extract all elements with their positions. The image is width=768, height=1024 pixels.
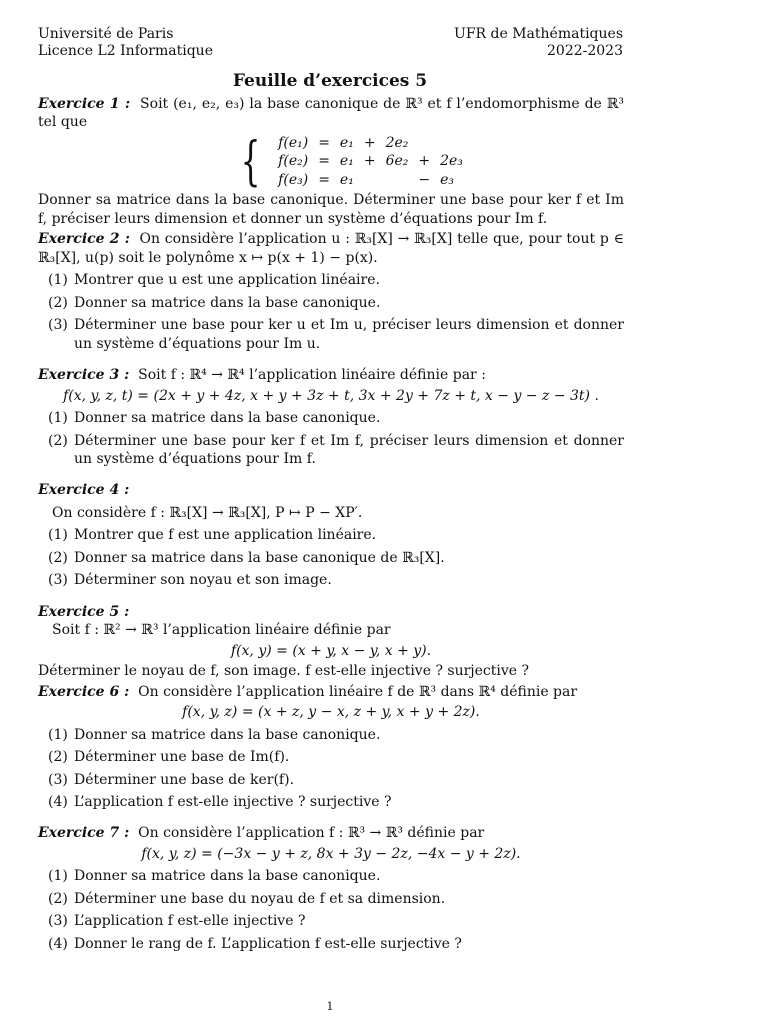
system-cell: [359, 171, 381, 189]
question-text: Déterminer une base du noyau de f et sa dimension.: [74, 890, 446, 907]
question-item: [38, 726, 624, 744]
question-item: [38, 890, 624, 908]
system-cell: 2e₂: [385, 134, 409, 151]
question-item: [38, 549, 624, 567]
system-cell: [381, 171, 414, 189]
exercise-intro: On considère l’application u : ℝ₃[X] → ℝ₃[X] telle que, pour tout p ∈ ℝ₃[X], u(p) soit le polynôme x ↦ p(x + 1) − p(x).: [38, 231, 624, 266]
question-list: [38, 409, 624, 468]
question-text: Déterminer son noyau et son image.: [74, 572, 332, 589]
exercise-text: Donner sa matrice dans la base canonique. Déterminer une base pour ker f et Im f, préciser leurs dimension et donner un système d’équations pour Im f.: [38, 192, 624, 227]
system-cell: [413, 134, 435, 152]
system-cell: [435, 134, 468, 152]
question-text: Donner sa matrice dans la base canonique.: [74, 410, 381, 427]
academic-year: 2022-2023: [547, 43, 623, 59]
question-text: Donner sa matrice dans la base canonique.: [74, 294, 381, 311]
exercise-4: [38, 481, 624, 589]
header-right: [454, 26, 623, 60]
question-item: [38, 316, 624, 353]
question-item: [38, 526, 624, 544]
question-number: (1): [48, 726, 68, 743]
question-number: (3): [48, 317, 68, 334]
question-item: [38, 935, 624, 953]
question-number: (2): [48, 294, 68, 311]
exercise-1: [38, 95, 624, 228]
question-text: Donner sa matrice dans la base canonique.: [74, 868, 381, 885]
system-cell: +: [363, 134, 376, 151]
question-text: Donner le rang de f. L’application f est-elle surjective ?: [74, 935, 462, 952]
system-cell: +: [418, 153, 431, 170]
question-number: (1): [48, 868, 68, 885]
exercise-formula: f(x, y, z, t) = (2x + y + 4z, x + y + 3z + t, 3x + 2y + 7z + t, x − y − z − 3t) .: [63, 387, 599, 404]
question-number: (1): [48, 410, 68, 427]
question-list: [38, 726, 624, 812]
system-cell: +: [363, 153, 376, 170]
exercise-formula: f(x, y, z) = (−3x − y + z, 8x + 3y − 2z, −4x − y + 2z).: [141, 845, 521, 862]
exercise-7: [38, 824, 624, 953]
question-number: (4): [48, 794, 68, 810]
exercise-heading: Exercice 4 :: [38, 482, 130, 499]
question-item: [38, 571, 624, 589]
question-text: Déterminer une base pour ker f et Im f, préciser leurs dimension et donner un système d’équations pour Im f.: [74, 432, 624, 467]
question-item: [38, 294, 624, 312]
exercise-heading: Exercice 7 :: [38, 825, 130, 842]
system-cell: e₁: [339, 153, 354, 170]
system-cell: =: [318, 171, 330, 188]
exercise-heading: Exercice 6 :: [38, 683, 130, 700]
system-cell: −: [418, 171, 431, 188]
exercise-heading: Exercice 5 :: [38, 603, 130, 620]
question-text: Donner sa matrice dans la base canonique.: [74, 726, 381, 743]
system-cell: 6e₂: [385, 153, 409, 170]
exercise-intro: On considère l’application linéaire f de ℝ³ dans ℝ⁴ définie par: [138, 683, 578, 700]
question-number: (3): [48, 913, 68, 930]
exercise-intro: On considère f : ℝ₃[X] → ℝ₃[X], P ↦ P − XP′.: [52, 504, 363, 521]
question-item: [38, 867, 624, 885]
question-number: (1): [48, 272, 68, 289]
question-list: [38, 271, 624, 353]
program-name: Licence L2 Informatique: [38, 43, 213, 59]
system-table: [273, 134, 468, 189]
system-cell: f(e₂): [278, 153, 309, 170]
question-item: [38, 771, 624, 789]
system-cell: e₃: [440, 171, 455, 188]
exercise-intro: Soit f : ℝ² → ℝ³ l’application linéaire définie par: [52, 622, 391, 639]
exercise-formula: f(x, y, z) = (x + z, y − x, z + y, x + y + 2z).: [182, 704, 480, 721]
system-cell: f(e₁): [278, 134, 309, 151]
page-title: Feuille d’exercices 5: [232, 71, 428, 91]
question-text: Donner sa matrice dans la base canonique de ℝ₃[X].: [74, 549, 445, 566]
question-number: (2): [48, 890, 68, 907]
question-item: [38, 912, 624, 930]
exercise-heading: Exercice 1 :: [38, 96, 131, 112]
exercise-heading: Exercice 2 :: [38, 231, 130, 248]
question-item: [38, 271, 624, 289]
exercise-heading: Exercice 3 :: [38, 367, 130, 384]
system-cell: =: [318, 153, 330, 170]
exercise-content: [38, 95, 624, 957]
equation-system: [78, 131, 624, 192]
exercise-intro: On considère l’application f : ℝ³ → ℝ³ définie par: [138, 825, 485, 842]
question-item: [38, 748, 624, 766]
university-name: Université de Paris: [38, 26, 174, 42]
exercise-6: [38, 683, 624, 812]
question-text: L’application f est-elle injective ?: [74, 913, 306, 930]
question-item: [38, 793, 624, 811]
page-number: 1: [326, 1000, 334, 1013]
question-number: (2): [48, 432, 68, 449]
system-cell: =: [318, 134, 330, 151]
question-text: Montrer que f est une application linéaire.: [74, 527, 377, 544]
question-number: (4): [48, 935, 68, 952]
exercise-5: [38, 603, 624, 681]
question-item: [38, 409, 624, 427]
question-text: L’application f est-elle injective ? surjective ?: [74, 794, 392, 810]
system-cell: e₁: [339, 171, 354, 188]
system-row: [273, 134, 468, 152]
exercise-intro: Soit f : ℝ⁴ → ℝ⁴ l’application linéaire définie par :: [138, 367, 486, 384]
department-name: UFR de Mathématiques: [454, 26, 623, 42]
question-list: [38, 526, 624, 589]
exercise-formula: f(x, y) = (x + y, x − y, x + y).: [230, 642, 432, 659]
question-number: (2): [48, 749, 68, 766]
question-list: [38, 867, 624, 953]
system-row: [273, 152, 468, 170]
header-left: [38, 26, 213, 60]
question-number: (3): [48, 771, 68, 788]
question-text: Déterminer une base de ker(f).: [74, 771, 295, 788]
exercise-text: Déterminer le noyau de f, son image. f est-elle injective ? surjective ?: [38, 663, 530, 680]
system-cell: f(e₃): [278, 171, 309, 188]
question-text: Déterminer une base pour ker u et Im u, préciser leurs dimension et donner un système d’équations pour Im u.: [74, 317, 624, 352]
question-item: [38, 432, 624, 469]
exercise-2: [38, 230, 624, 353]
question-text: Montrer que u est une application linéaire.: [74, 272, 380, 289]
question-text: Déterminer une base de Im(f).: [74, 749, 290, 766]
left-brace: {: [240, 131, 261, 192]
exercise-3: [38, 366, 624, 468]
system-cell: e₁: [339, 134, 354, 151]
question-number: (3): [48, 572, 68, 589]
question-number: (1): [48, 527, 68, 544]
exercise-intro: Soit (e₁, e₂, e₃) la base canonique de ℝ³ et f l’endomorphisme de ℝ³ tel que: [38, 96, 624, 131]
system-row: [273, 171, 468, 189]
system-cell: 2e₃: [440, 153, 463, 170]
question-number: (2): [48, 549, 68, 566]
